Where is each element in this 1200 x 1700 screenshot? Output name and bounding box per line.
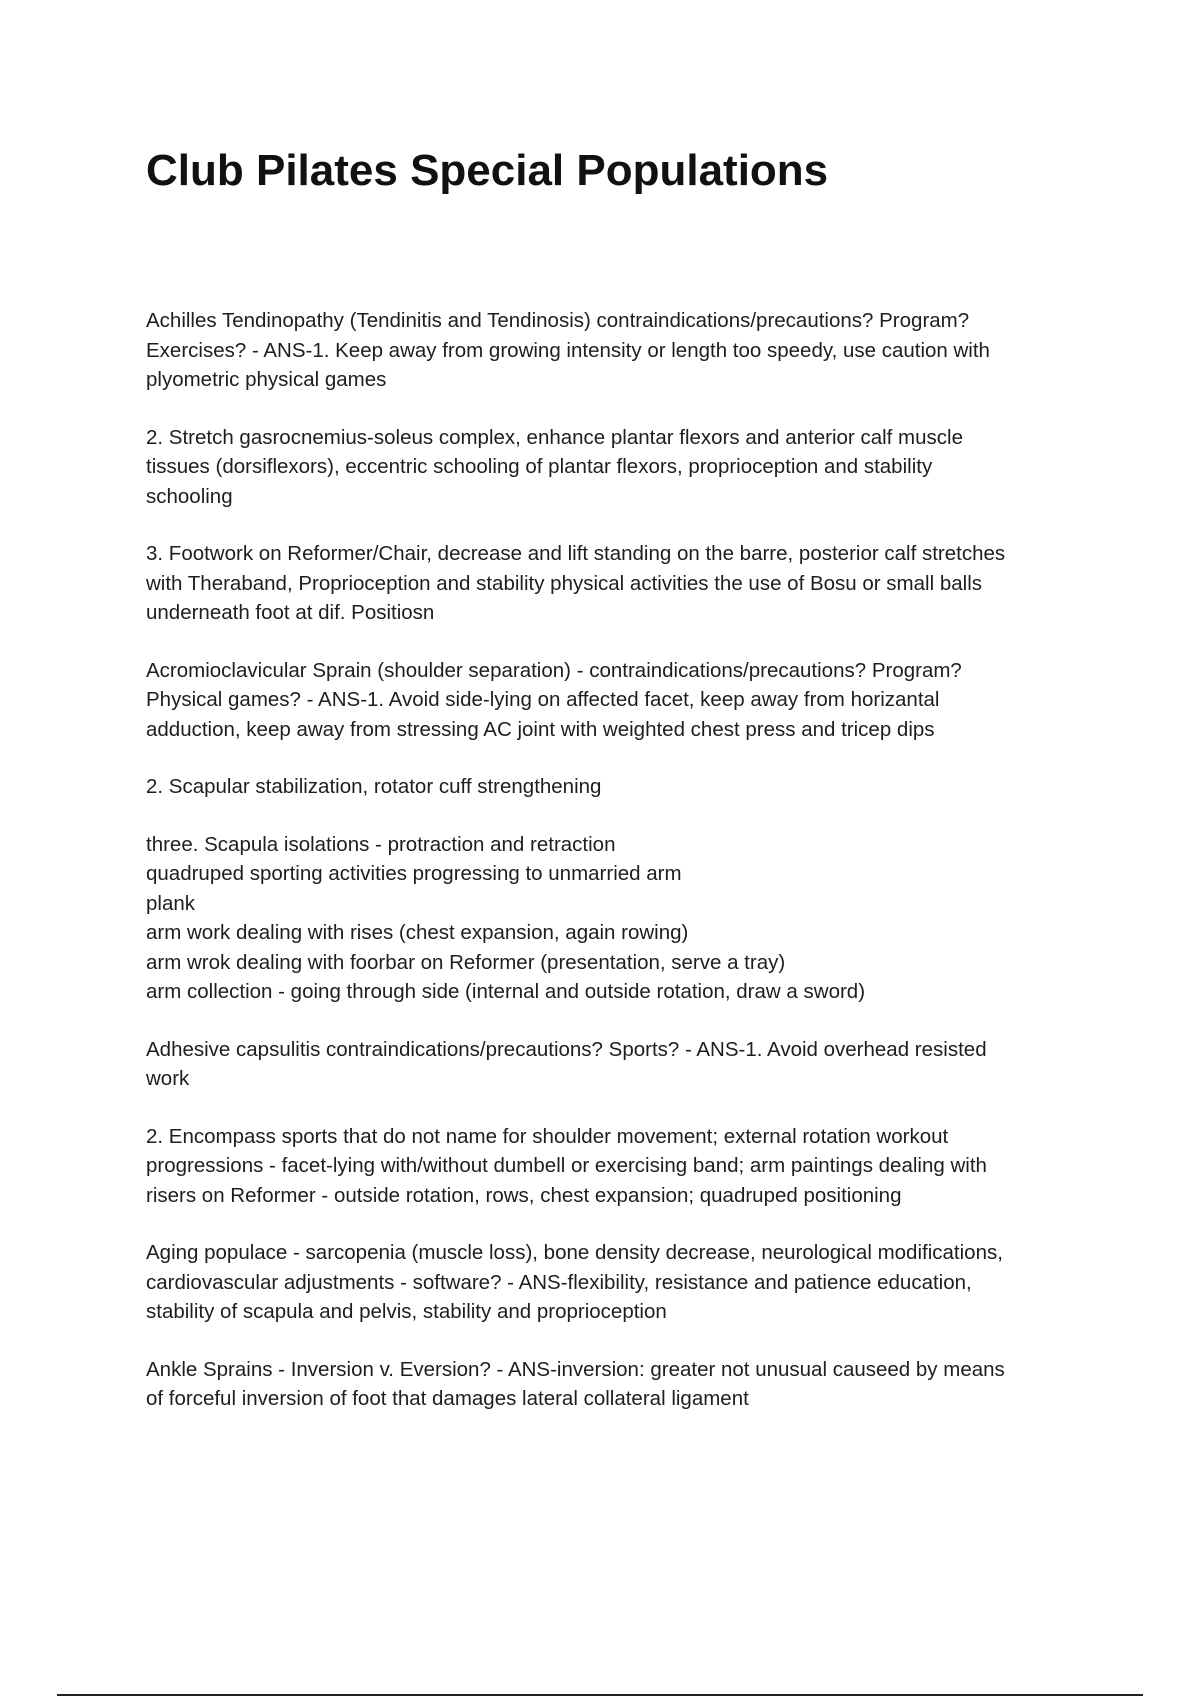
text-line: Acromioclavicular Sprain (shoulder separation) - contraindications/precautions? Program? xyxy=(146,658,962,682)
paragraph xyxy=(146,539,1086,628)
document-body xyxy=(146,306,1086,1442)
paragraph xyxy=(146,656,1086,745)
text-line: plank xyxy=(146,891,196,915)
paragraph xyxy=(146,1035,1086,1094)
text-line: risers on Reformer - outside rotation, rows, chest expansion; quadruped positioning xyxy=(146,1183,902,1207)
text-line: arm wrok dealing with foorbar on Reformer (presentation, serve a tray) xyxy=(146,950,786,974)
paragraph xyxy=(146,423,1086,512)
text-line: stability of scapula and pelvis, stability and proprioception xyxy=(146,1300,667,1323)
text-line: 2. Stretch gasrocnemius-soleus complex, enhance plantar flexors and anterior calf muscle xyxy=(146,425,963,449)
text-line: of forceful inversion of foot that damages lateral collateral ligament xyxy=(146,1387,749,1410)
paragraph xyxy=(146,1122,1086,1211)
text-line: tissues (dorsiflexors), eccentric schooling of plantar flexors, proprioception and stability xyxy=(146,455,933,478)
paragraph xyxy=(146,772,1086,802)
paragraph xyxy=(146,830,1086,1007)
text-line: Adhesive capsulitis contraindications/precautions? Sports? - ANS-1. Avoid overhead resisted xyxy=(146,1037,987,1061)
text-line: 2. Scapular stabilization, rotator cuff strengthening xyxy=(146,775,602,798)
text-line: arm collection - going through side (internal and outside rotation, draw a sword) xyxy=(146,980,866,1003)
text-line: work xyxy=(146,1067,190,1090)
paragraph xyxy=(146,1355,1086,1414)
text-line: arm work dealing with rises (chest expansion, again rowing) xyxy=(146,921,689,944)
text-line: Achilles Tendinopathy (Tendinitis and Tendinosis) contraindications/precautions? Program? xyxy=(146,309,970,332)
text-line: 3. Footwork on Reformer/Chair, decrease and lift standing on the barre, posterior calf stretches xyxy=(146,542,1006,565)
text-line: quadruped sporting activities progressing to unmarried arm xyxy=(146,862,682,885)
text-line: Exercises? - ANS-1. Keep away from growing intensity or length too speedy, use caution with xyxy=(146,338,990,362)
paragraph xyxy=(146,306,1086,395)
text-line: Aging populace - sarcopenia (muscle loss), bone density decrease, neurological modifications, xyxy=(146,1241,1003,1264)
page-title: Club Pilates Special Populations xyxy=(146,146,829,195)
text-line: underneath foot at dif. Positiosn xyxy=(146,601,435,624)
text-line: Physical games? - ANS-1. Avoid side-lying on affected facet, keep away from horizantal xyxy=(146,688,940,711)
footer-divider xyxy=(57,1694,1143,1696)
text-line: adduction, keep away from stressing AC joint with weighted chest press and tricep dips xyxy=(146,717,935,741)
text-line: with Theraband, Proprioception and stability physical activities the use of Bosu or small balls xyxy=(146,571,982,595)
text-line: schooling xyxy=(146,484,233,508)
paragraph xyxy=(146,1238,1086,1327)
text-line: plyometric physical games xyxy=(146,368,387,391)
text-line: progressions - facet-lying with/without dumbell or exercising band; arm paintings dealing with xyxy=(146,1154,987,1177)
text-line: Ankle Sprains - Inversion v. Eversion? - ANS-inversion: greater not unusual causeed by means xyxy=(146,1357,1005,1381)
text-line: three. Scapula isolations - protraction and retraction xyxy=(146,832,616,856)
text-line: cardiovascular adjustments - software? - ANS-flexibility, resistance and patience education, xyxy=(146,1270,972,1294)
text-line: 2. Encompass sports that do not name for shoulder movement; external rotation workout xyxy=(146,1124,949,1148)
